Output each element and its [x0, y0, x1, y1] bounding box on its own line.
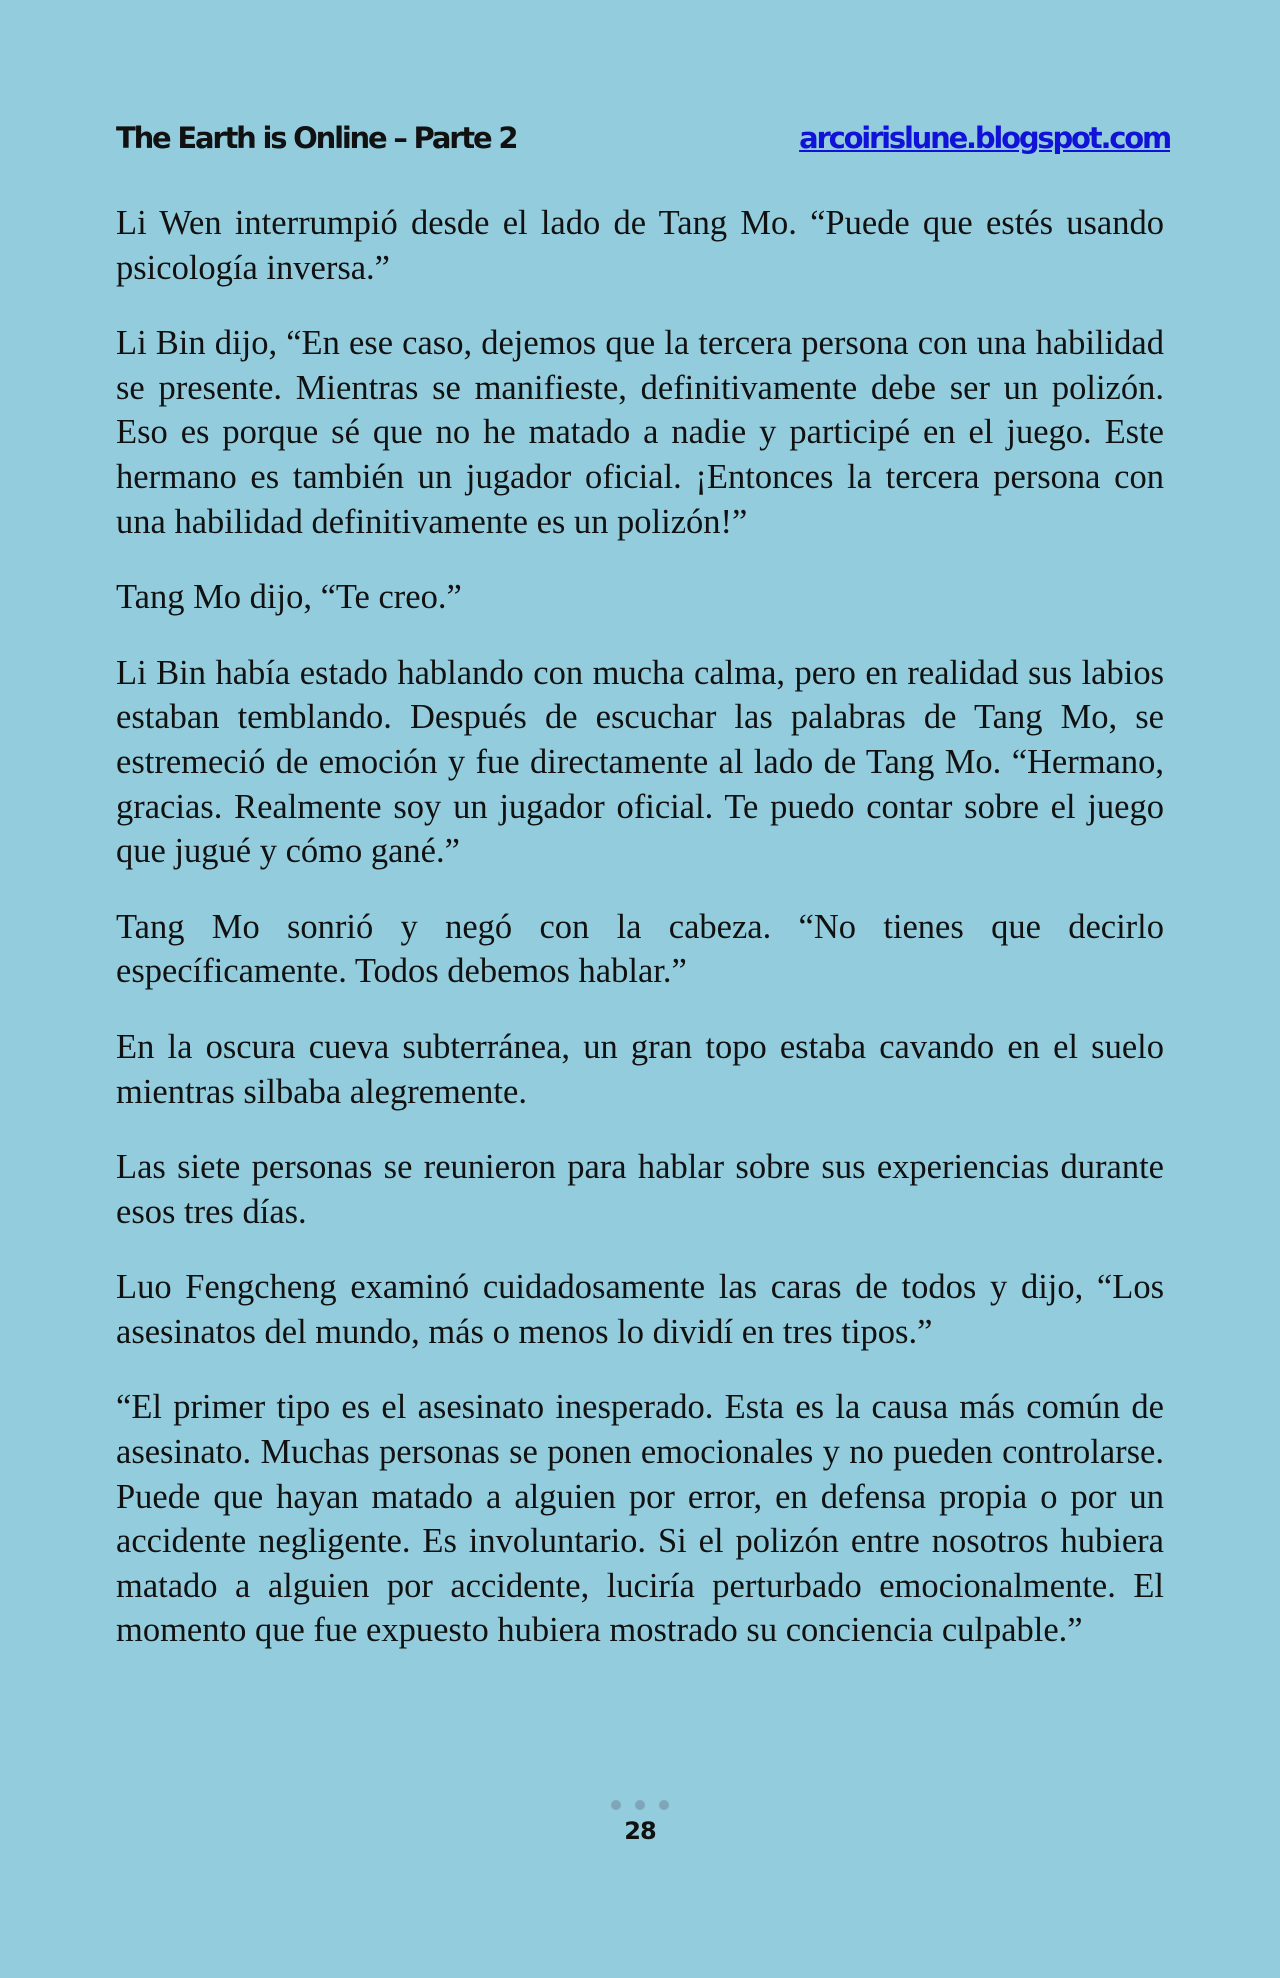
paragraph: Las siete personas se reunieron para hablar sobre sus experiencias durante esos tres días.: [116, 1148, 1164, 1231]
blog-link[interactable]: arcoirislune.blogspot.com: [799, 121, 1170, 155]
body-text: [116, 201, 1164, 1684]
paragraph: En la oscura cueva subterránea, un gran topo estaba cavando en el suelo mientras silbaba alegremente.: [116, 1027, 1164, 1111]
paragraph: Li Bin dijo, “En ese caso, dejemos que la tercera persona con una habilidad se presente. Mientras se manifieste, definitivamente debe ser un polizón. Eso es porque sé que no he matado a nadie y participé en el juego. Este hermano es también un jugador oficial. ¡Entonces la tercera persona con una habilidad definitivamente es un polizón!”: [116, 324, 1164, 541]
page-footer: [590, 1800, 690, 1845]
page-header: [116, 118, 1170, 158]
book-title: The Earth is Online – Parte 2: [116, 121, 517, 155]
paragraph: Luo Fengcheng examinó cuidadosamente las caras de todos y dijo, “Los asesinatos del mundo, más o menos lo dividí en tres tipos.”: [116, 1268, 1164, 1351]
dot-icon: [611, 1800, 621, 1810]
decorative-dots: [590, 1800, 690, 1812]
paragraph: Li Bin había estado hablando con mucha calma, pero en realidad sus labios estaban temblando. Después de escuchar las palabras de Tang Mo, se estremeció de emoción y fue directamente al lado de Tang Mo. “Hermano, gracias. Realmente soy un jugador oficial. Te puedo contar sobre el juego que jugué y cómo gané.”: [116, 653, 1164, 871]
paragraph: “El primer tipo es el asesinato inesperado. Esta es la causa más común de asesinato. Muchas personas se ponen emocionales y no pueden controlarse. Puede que hayan matado a alguien por error, en defensa propia o por un accidente negligente. Es involuntario. Si el polizón entre nosotros hubiera matado a alguien por accidente, luciría perturbado emocionalmente. El momento que fue expuesto hubiera mostrado su conciencia culpable.”: [116, 1388, 1164, 1650]
page-number: 28: [624, 1817, 656, 1845]
paragraph: Tang Mo dijo, “Te creo.”: [116, 578, 462, 617]
paragraph: Li Wen interrumpió desde el lado de Tang Mo. “Puede que estés usando psicología inversa.”: [116, 204, 1164, 287]
dot-icon: [659, 1800, 669, 1810]
dot-icon: [635, 1800, 645, 1810]
paragraph: Tang Mo sonrió y negó con la cabeza. “No tienes que decirlo específicamente. Todos debemos hablar.”: [116, 907, 1164, 991]
